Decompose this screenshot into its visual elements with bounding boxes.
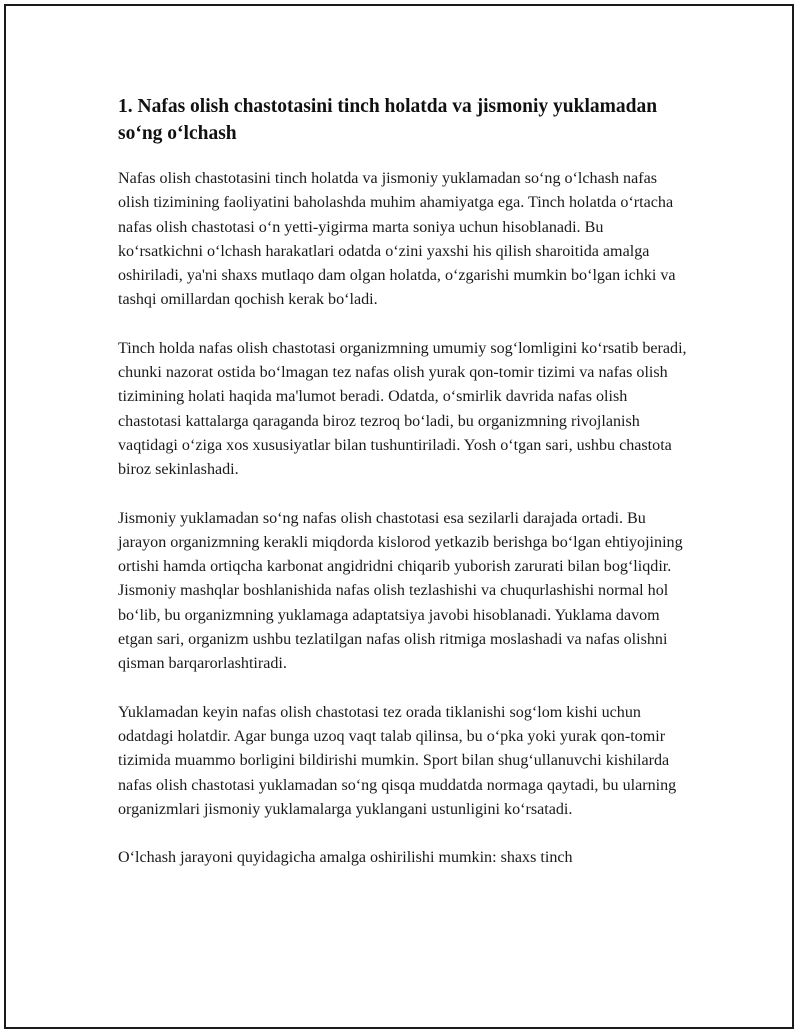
paragraph-5: Oʻlchash jarayoni quyidagicha amalga oshirilishi mumkin: shaxs tinch	[118, 849, 573, 867]
document-body	[118, 93, 690, 894]
paragraph-3: Jismoniy yuklamadan soʻng nafas olish chastotasi esa sezilarli darajada ortadi. Bu jarayon organizmning kerakli miqdorda kislorod yetkazib berishga boʻlgan ehtiyojining ortishi hamda ortiqcha karbonat angidridni chiqarib yuborish zarurati bilan bogʻliqdir. Jismoniy mashqlar boshlanishida nafas olish tezlashishi va chuqurlashishi normal hol boʻlib, bu organizmning yuklamaga adaptatsiya javobi hisoblanadi. Yuklama davom etgan sari, organizm ushbu tezlatilgan nafas olish ritmiga moslashadi va nafas olishni qisman barqarorlashtiradi.	[118, 509, 683, 673]
section-heading: 1. Nafas olish chastotasini tinch holatda va jismoniy yuklamadan soʻng oʻlchash	[118, 96, 658, 144]
paragraph-2: Tinch holda nafas olish chastotasi organizmning umumiy sogʻlomligini koʻrsatib beradi, chunki nazorat ostida boʻlmagan tez nafas olish yurak qon-tomir tizimi va nafas olish tizimining holati haqida ma'lumot beradi. Odatda, oʻsmirlik davrida nafas olish chastotasi kattalarga qaraganda biroz tezroq boʻladi, bu organizmning rivojlanish vaqtidagi oʻziga xos xususiyatlar bilan tushuntiriladi. Yosh oʻtgan sari, ushbu chastota biroz sekinlashadi.	[118, 339, 687, 479]
paragraph-4: Yuklamadan keyin nafas olish chastotasi tez orada tiklanishi sogʻlom kishi uchun odatdagi holatdir. Agar bunga uzoq vaqt talab qilinsa, bu oʻpka yoki yurak qon-tomir tizimida muammo borligini bildirishi mumkin. Sport bilan shugʻullanuvchi kishilarda nafas olish chastotasi yuklamadan soʻng qisqa muddatda normaga qaytadi, bu ularning organizmlari jismoniy yuklamalarga yuklangani ustunligini koʻrsatadi.	[118, 703, 677, 818]
paragraph-1: Nafas olish chastotasini tinch holatda va jismoniy yuklamadan soʻng oʻlchash nafas olish tizimining faoliyatini baholashda muhim ahamiyatga ega. Tinch holatda oʻrtacha nafas olish chastotasi oʻn yetti-yigirma marta soniya uchun hisoblanadi. Bu koʻrsatkichni oʻlchash harakatlari odatda oʻzini yaxshi his qilish sharoitida amalga oshiriladi, ya'ni shaxs mutlaqo dam olgan holatda, oʻzgarishi mumkin boʻlgan ichki va tashqi omillardan qochish kerak boʻladi.	[118, 170, 676, 309]
